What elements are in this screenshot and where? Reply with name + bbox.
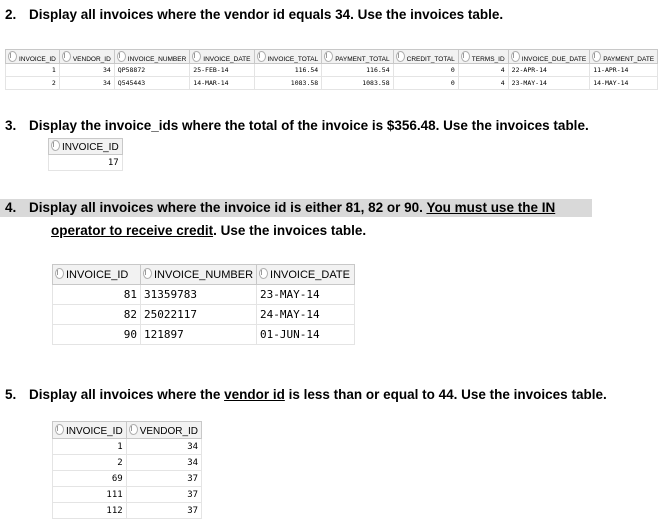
table-cell: 01-JUN-14 (257, 325, 355, 345)
results-grid-q2 (5, 49, 658, 90)
column-header-label: INVOICE_DATE (203, 55, 251, 63)
table-cell: 24-MAY-14 (257, 305, 355, 325)
results-grid-q3 (48, 138, 123, 171)
question-emphasis: operator to receive credit (51, 223, 214, 238)
table-cell: 116.54 (254, 64, 322, 77)
table-cell: Q545443 (114, 77, 190, 90)
sort-icon[interactable] (396, 51, 405, 62)
column-header-label: INVOICE_ID (19, 55, 56, 63)
table-cell: 37 (126, 487, 201, 503)
column-header[interactable] (322, 50, 393, 64)
question-4 (0, 199, 592, 217)
column-header-label: VENDOR_ID (139, 425, 199, 437)
table-cell: 25022117 (141, 305, 257, 325)
table-cell: 11-APR-14 (590, 64, 658, 77)
table-cell: 34 (59, 77, 114, 90)
question-5 (5, 386, 607, 404)
column-header-label: INVOICE_DUE_DATE (521, 55, 587, 63)
table-cell: 1 (53, 439, 127, 455)
table-cell: 2 (53, 455, 127, 471)
column-header-label: TERMS_ID (471, 55, 505, 63)
table-row (53, 325, 355, 345)
table-cell: 25-FEB-14 (190, 64, 254, 77)
sort-icon[interactable] (55, 268, 64, 279)
question-text: Display the invoice_ids where the total of the invoice is $356.48. Use the invoices table. (29, 118, 589, 133)
table-cell: 82 (53, 305, 141, 325)
column-header[interactable] (508, 50, 590, 64)
sort-icon[interactable] (55, 424, 64, 435)
results-grid-q4 (52, 264, 355, 345)
table-cell: 1 (6, 64, 60, 77)
table-row (53, 487, 202, 503)
column-header-label: INVOICE_TOTAL (267, 55, 319, 63)
column-header[interactable] (59, 50, 114, 64)
header-row (53, 422, 202, 439)
sort-icon[interactable] (259, 268, 268, 279)
question-2 (5, 6, 503, 24)
sort-icon[interactable] (129, 424, 138, 435)
column-header[interactable] (190, 50, 254, 64)
table-cell: 17 (49, 155, 123, 171)
table-row (53, 439, 202, 455)
question-number: 5. (5, 387, 17, 402)
table-cell: 4 (458, 77, 508, 90)
sort-icon[interactable] (257, 51, 266, 62)
question-text: is less than or equal to 44. Use the invoices table. (284, 387, 607, 402)
header-row (49, 139, 123, 155)
table-cell: 112 (53, 503, 127, 519)
question-text: Display all invoices where the vendor id equals 34. Use the invoices table. (29, 7, 504, 22)
column-header-label: PAYMENT_DATE (603, 55, 655, 63)
question-number: 4. (5, 200, 17, 215)
column-header[interactable] (126, 422, 201, 439)
table-cell: 0 (393, 77, 458, 90)
column-header[interactable] (6, 50, 60, 64)
table-cell: 0 (393, 64, 458, 77)
column-header-label: PAYMENT_TOTAL (335, 55, 390, 63)
question-3 (5, 117, 589, 135)
results-grid-q5 (52, 421, 202, 519)
question-4-line2 (51, 222, 366, 240)
column-header-label: INVOICE_ID (66, 425, 123, 437)
column-header[interactable] (141, 265, 257, 285)
question-text: Display all invoices where the (29, 387, 225, 402)
table-row (53, 471, 202, 487)
question-text: Display all invoices where the invoice id is either 81, 82 or 90. (29, 200, 427, 215)
question-emphasis: You must use the IN (426, 200, 556, 215)
column-header[interactable] (590, 50, 658, 64)
column-header[interactable] (114, 50, 190, 64)
table-cell: 34 (126, 439, 201, 455)
table-cell: 121897 (141, 325, 257, 345)
sort-icon[interactable] (8, 51, 17, 62)
table-cell: 22-APR-14 (508, 64, 590, 77)
table-cell: 90 (53, 325, 141, 345)
sort-icon[interactable] (592, 51, 601, 62)
sort-icon[interactable] (62, 51, 71, 62)
header-row (6, 50, 658, 64)
column-header[interactable] (53, 265, 141, 285)
column-header[interactable] (393, 50, 458, 64)
column-header-label: VENDOR_ID (72, 55, 111, 63)
table-cell: QP58872 (114, 64, 190, 77)
table-cell: 69 (53, 471, 127, 487)
column-header[interactable] (458, 50, 508, 64)
table-cell: 1083.58 (254, 77, 322, 90)
sort-icon[interactable] (51, 140, 60, 151)
sort-icon[interactable] (192, 51, 201, 62)
table-cell: 116.54 (322, 64, 393, 77)
question-number: 2. (5, 7, 17, 22)
table-cell: 1083.58 (322, 77, 393, 90)
table-cell: 14-MAY-14 (590, 77, 658, 90)
column-header[interactable] (49, 139, 123, 155)
question-highlight (0, 199, 592, 217)
table-cell: 37 (126, 503, 201, 519)
table-cell: 34 (59, 64, 114, 77)
column-header-label: INVOICE_DATE (270, 269, 350, 281)
sort-icon[interactable] (117, 51, 126, 62)
table-cell: 81 (53, 285, 141, 305)
column-header[interactable] (257, 265, 355, 285)
column-header-label: INVOICE_NUMBER (127, 55, 187, 63)
table-row (53, 305, 355, 325)
table-row (53, 503, 202, 519)
table-cell: 31359783 (141, 285, 257, 305)
question-text: . Use the invoices table. (213, 223, 367, 238)
column-header-label: INVOICE_ID (66, 269, 129, 281)
table-row (6, 77, 658, 90)
column-header-label: INVOICE_ID (62, 142, 119, 153)
table-row (6, 64, 658, 77)
sort-icon[interactable] (511, 51, 520, 62)
table-cell: 23-MAY-14 (257, 285, 355, 305)
table-cell: 2 (6, 77, 60, 90)
question-number: 3. (5, 118, 17, 133)
table-cell: 34 (126, 455, 201, 471)
column-header[interactable] (254, 50, 322, 64)
sort-icon[interactable] (324, 51, 333, 62)
table-cell: 14-MAR-14 (190, 77, 254, 90)
table-cell: 111 (53, 487, 127, 503)
table-cell: 37 (126, 471, 201, 487)
column-header[interactable] (53, 422, 127, 439)
column-header-label: CREDIT_TOTAL (406, 55, 455, 63)
table-row (49, 155, 123, 171)
question-emphasis: vendor id (224, 387, 285, 402)
table-row (53, 455, 202, 471)
sort-icon[interactable] (461, 51, 470, 62)
table-cell: 23-MAY-14 (508, 77, 590, 90)
sort-icon[interactable] (143, 268, 152, 279)
column-header-label: INVOICE_NUMBER (154, 269, 254, 281)
table-cell: 4 (458, 64, 508, 77)
header-row (53, 265, 355, 285)
table-row (53, 285, 355, 305)
